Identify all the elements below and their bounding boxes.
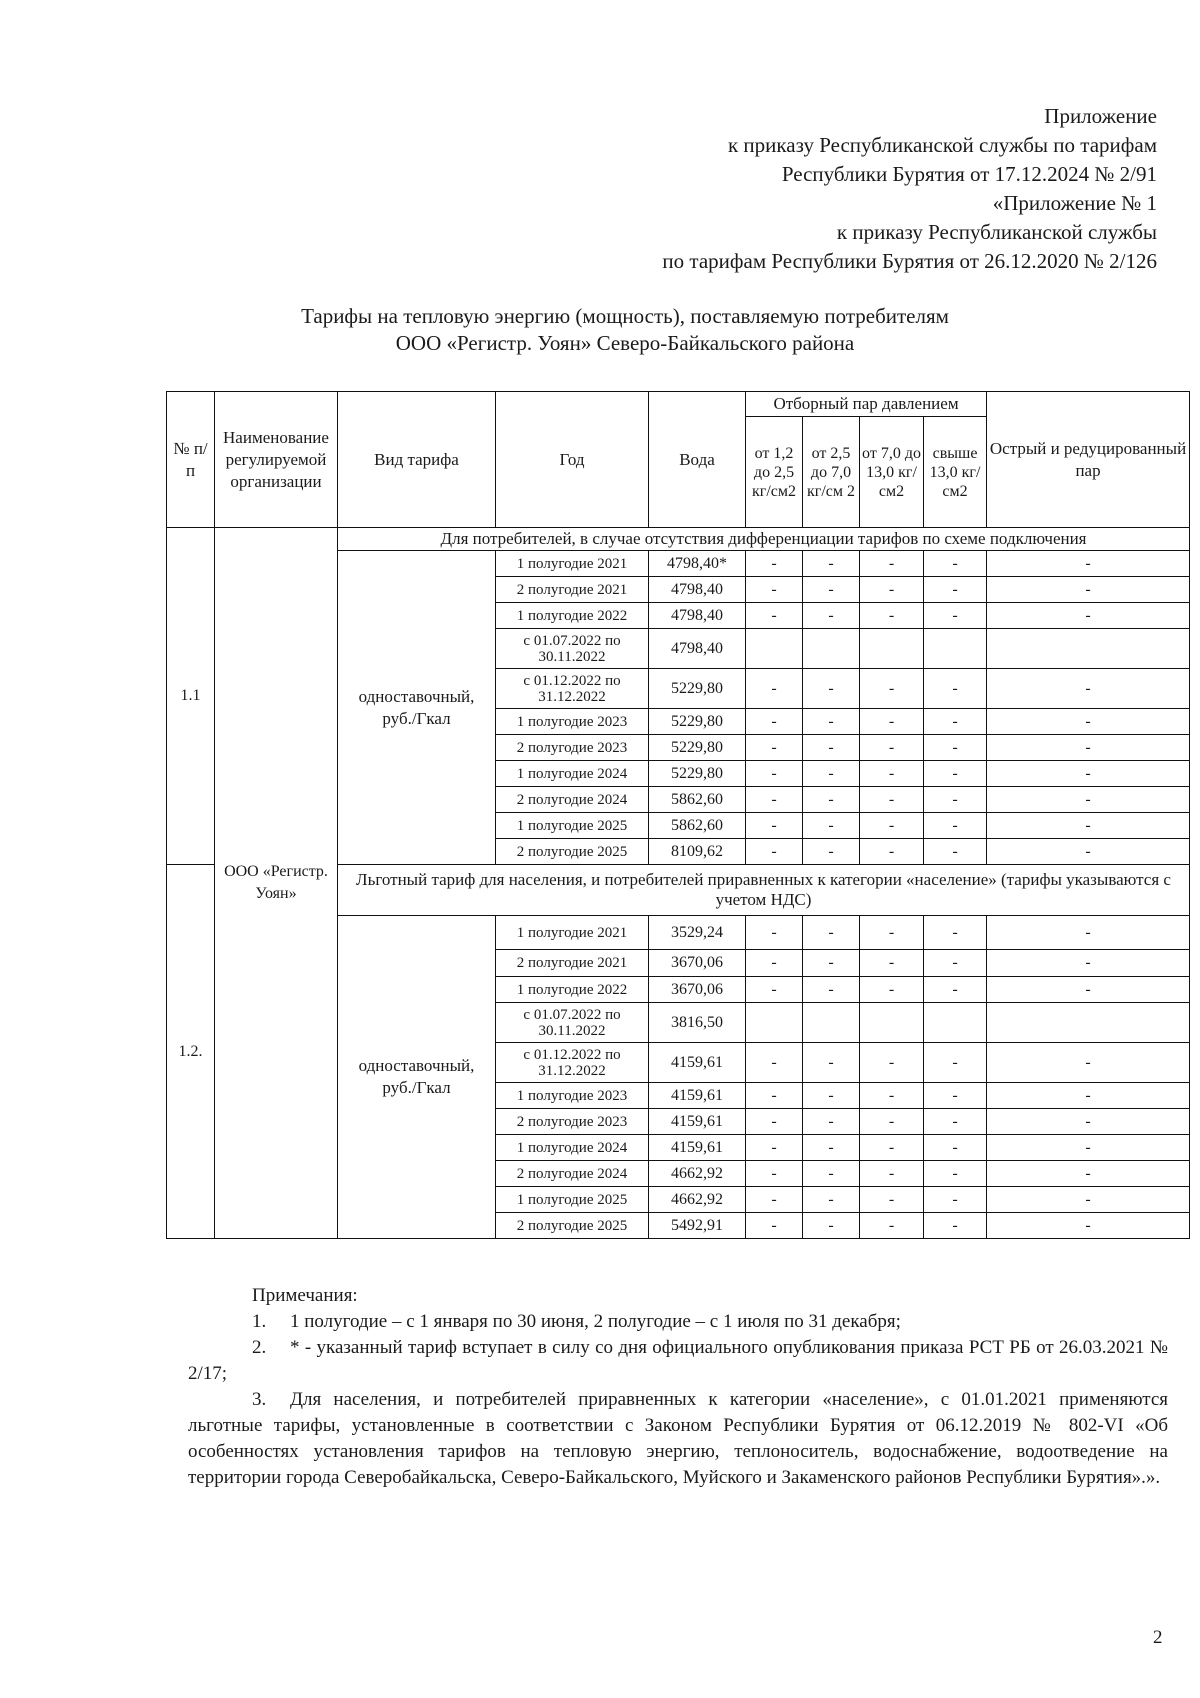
sharp-steam-cell: - <box>987 1187 1190 1213</box>
header-kind: Вид тарифа <box>338 392 496 528</box>
header-year: Год <box>496 392 649 528</box>
period-cell: 1 полугодие 2022 <box>496 603 649 629</box>
section-caption: Для потребителей, в случае отсутствия дифференциации тарифов по схеме подключения <box>338 528 1190 551</box>
steam-3-cell: - <box>860 916 924 950</box>
sharp-steam-cell: - <box>987 577 1190 603</box>
steam-1-cell: - <box>746 1083 803 1109</box>
page-number: 2 <box>1153 1627 1163 1648</box>
period-cell: 2 полугодие 2024 <box>496 1161 649 1187</box>
steam-2-cell: - <box>803 577 860 603</box>
water-tariff-cell: 8109,62 <box>649 839 746 865</box>
steam-4-cell: - <box>924 977 987 1003</box>
steam-3-cell: - <box>860 1161 924 1187</box>
sharp-steam-cell: - <box>987 1043 1190 1083</box>
steam-1-cell: - <box>746 577 803 603</box>
steam-2-cell: - <box>803 977 860 1003</box>
steam-1-cell: - <box>746 735 803 761</box>
water-tariff-cell: 5229,80 <box>649 709 746 735</box>
period-cell: 1 полугодие 2025 <box>496 813 649 839</box>
steam-3-cell: - <box>860 950 924 977</box>
steam-1-cell: - <box>746 1109 803 1135</box>
steam-1-cell: - <box>746 1161 803 1187</box>
steam-3-cell: - <box>860 839 924 865</box>
sharp-steam-cell: - <box>987 1083 1190 1109</box>
period-cell: 1 полугодие 2024 <box>496 1135 649 1161</box>
steam-1-cell: - <box>746 977 803 1003</box>
steam-1-cell: - <box>746 813 803 839</box>
title-line-1: Тарифы на тепловую энергию (мощность), поставляемую потребителям <box>301 304 949 328</box>
steam-4-cell <box>924 1003 987 1043</box>
steam-3-cell: - <box>860 1043 924 1083</box>
steam-2-cell <box>803 1003 860 1043</box>
water-tariff-cell: 3670,06 <box>649 950 746 977</box>
steam-3-cell: - <box>860 813 924 839</box>
period-cell: 2 полугодие 2024 <box>496 787 649 813</box>
note-number: 3. <box>252 1389 267 1410</box>
notes-block <box>188 1283 1168 1491</box>
steam-4-cell: - <box>924 839 987 865</box>
steam-3-cell: - <box>860 977 924 1003</box>
water-tariff-cell: 4159,61 <box>649 1135 746 1161</box>
water-tariff-cell: 3529,24 <box>649 916 746 950</box>
water-tariff-cell: 4159,61 <box>649 1083 746 1109</box>
sharp-steam-cell: - <box>987 1213 1190 1239</box>
title-line-2: ООО «Регистр. Уоян» Северо-Байкальского района <box>395 331 855 355</box>
steam-2-cell: - <box>803 1135 860 1161</box>
period-cell: 2 полугодие 2021 <box>496 577 649 603</box>
tariff-kind: одноставочный, руб./Гкал <box>338 916 496 1239</box>
notes-title: Примечания: <box>252 1285 358 1306</box>
steam-1-cell: - <box>746 950 803 977</box>
sharp-steam-cell: - <box>987 735 1190 761</box>
steam-3-cell <box>860 629 924 669</box>
sharp-steam-cell: - <box>987 709 1190 735</box>
water-tariff-cell: 5229,80 <box>649 669 746 709</box>
steam-1-cell: - <box>746 551 803 577</box>
steam-3-cell: - <box>860 1109 924 1135</box>
steam-2-cell: - <box>803 916 860 950</box>
water-tariff-cell: 3816,50 <box>649 1003 746 1043</box>
steam-2-cell: - <box>803 1109 860 1135</box>
steam-3-cell: - <box>860 709 924 735</box>
header-steam-2: от 2,5 до 7,0 кг/см 2 <box>803 417 860 528</box>
sharp-steam-cell: - <box>987 603 1190 629</box>
steam-4-cell: - <box>924 761 987 787</box>
steam-3-cell: - <box>860 1213 924 1239</box>
steam-4-cell: - <box>924 669 987 709</box>
steam-4-cell: - <box>924 916 987 950</box>
period-cell: 1 полугодие 2024 <box>496 761 649 787</box>
water-tariff-cell: 4798,40 <box>649 577 746 603</box>
sharp-steam-cell: - <box>987 761 1190 787</box>
period-cell: 1 полугодие 2021 <box>496 916 649 950</box>
section-caption: Льготный тариф для населения, и потребителей приравненных к категории «население» (тарифы указываются с учетом НДС) <box>338 865 1190 916</box>
steam-3-cell: - <box>860 1135 924 1161</box>
steam-2-cell: - <box>803 735 860 761</box>
steam-1-cell: - <box>746 709 803 735</box>
steam-3-cell: - <box>860 1187 924 1213</box>
steam-4-cell: - <box>924 1187 987 1213</box>
steam-1-cell: - <box>746 1213 803 1239</box>
steam-1-cell: - <box>746 603 803 629</box>
steam-2-cell: - <box>803 787 860 813</box>
steam-2-cell: - <box>803 839 860 865</box>
steam-3-cell: - <box>860 787 924 813</box>
steam-1-cell: - <box>746 1043 803 1083</box>
period-cell: 2 полугодие 2025 <box>496 839 649 865</box>
period-cell: 1 полугодие 2022 <box>496 977 649 1003</box>
period-cell: с 01.12.2022 по 31.12.2022 <box>496 669 649 709</box>
steam-4-cell: - <box>924 1043 987 1083</box>
note-item <box>188 1335 1168 1387</box>
note-number: 1. <box>252 1311 267 1332</box>
steam-1-cell: - <box>746 1135 803 1161</box>
header-line: «Приложение № 1 <box>992 191 1157 215</box>
steam-2-cell: - <box>803 1187 860 1213</box>
header-steam-4: свыше 13,0 кг/см2 <box>924 417 987 528</box>
steam-1-cell: - <box>746 916 803 950</box>
steam-2-cell: - <box>803 950 860 977</box>
steam-4-cell: - <box>924 577 987 603</box>
period-cell: с 01.12.2022 по 31.12.2022 <box>496 1043 649 1083</box>
period-cell: 1 полугодие 2021 <box>496 551 649 577</box>
steam-2-cell: - <box>803 1083 860 1109</box>
sharp-steam-cell: - <box>987 916 1190 950</box>
steam-3-cell <box>860 1003 924 1043</box>
sharp-steam-cell: - <box>987 669 1190 709</box>
period-cell: 2 полугодие 2023 <box>496 1109 649 1135</box>
period-cell: 2 полугодие 2023 <box>496 735 649 761</box>
organization-name: ООО «Регистр. Уоян» <box>215 528 338 1239</box>
period-cell: 2 полугодие 2025 <box>496 1213 649 1239</box>
sharp-steam-cell <box>987 629 1190 669</box>
header-line: Приложение <box>1044 104 1157 128</box>
note-item <box>188 1309 1168 1335</box>
tariff-table <box>166 391 1190 1239</box>
water-tariff-cell: 4798,40 <box>649 603 746 629</box>
tariff-kind: одноставочный, руб./Гкал <box>338 551 496 865</box>
header-org: Наименование регулируемой организации <box>215 392 338 528</box>
steam-4-cell: - <box>924 1109 987 1135</box>
steam-4-cell: - <box>924 709 987 735</box>
steam-3-cell: - <box>860 669 924 709</box>
steam-3-cell: - <box>860 761 924 787</box>
steam-4-cell: - <box>924 813 987 839</box>
document-title <box>0 303 1200 357</box>
note-text: Для населения, и потребителей приравненных к категории «население», с 01.01.2021 применяются льготные тарифы, установленные в соответствии с Законом Республики Бурятия от 06.12.2019 № 802-VI «Об особенностях установления тарифов на тепловую энергию, теплоноситель, водоснабжение, водоотведение на территории города Северобайкальска, Северо-Байкальского, Муйского и Закаменского районов Республики Бурятия».». <box>188 1389 1168 1488</box>
sharp-steam-cell: - <box>987 1135 1190 1161</box>
section-number: 1.1 <box>167 528 215 865</box>
period-cell: 2 полугодие 2021 <box>496 950 649 977</box>
sharp-steam-cell: - <box>987 787 1190 813</box>
note-text: 1 полугодие – с 1 января по 30 июня, 2 полугодие – с 1 июля по 31 декабря; <box>290 1311 901 1332</box>
header-line: по тарифам Республики Бурятия от 26.12.2020 № 2/126 <box>662 249 1157 273</box>
header-line: к приказу Республиканской службы <box>836 220 1157 244</box>
water-tariff-cell: 4159,61 <box>649 1109 746 1135</box>
steam-4-cell: - <box>924 787 987 813</box>
water-tariff-cell: 4662,92 <box>649 1187 746 1213</box>
steam-2-cell: - <box>803 551 860 577</box>
steam-4-cell: - <box>924 1083 987 1109</box>
steam-4-cell: - <box>924 735 987 761</box>
header-line: Республики Бурятия от 17.12.2024 № 2/91 <box>781 162 1157 186</box>
section-caption-row <box>167 528 1190 551</box>
sharp-steam-cell: - <box>987 1109 1190 1135</box>
steam-4-cell: - <box>924 1135 987 1161</box>
steam-4-cell: - <box>924 603 987 629</box>
steam-1-cell <box>746 1003 803 1043</box>
steam-1-cell: - <box>746 839 803 865</box>
note-number: 2. <box>252 1337 267 1358</box>
steam-1-cell: - <box>746 669 803 709</box>
note-item <box>188 1387 1168 1491</box>
period-cell: с 01.07.2022 по 30.11.2022 <box>496 1003 649 1043</box>
steam-2-cell: - <box>803 761 860 787</box>
steam-2-cell: - <box>803 1213 860 1239</box>
water-tariff-cell: 5229,80 <box>649 735 746 761</box>
steam-1-cell: - <box>746 1187 803 1213</box>
water-tariff-cell: 5492,91 <box>649 1213 746 1239</box>
steam-2-cell: - <box>803 709 860 735</box>
steam-1-cell: - <box>746 787 803 813</box>
steam-1-cell <box>746 629 803 669</box>
steam-2-cell: - <box>803 603 860 629</box>
note-text: * - указанный тариф вступает в силу со дня официального опубликования приказа РСТ РБ от 26.03.2021 № 2/17; <box>188 1337 1168 1384</box>
steam-2-cell: - <box>803 1043 860 1083</box>
steam-1-cell: - <box>746 761 803 787</box>
period-cell: 1 полугодие 2025 <box>496 1187 649 1213</box>
header-sharp-steam: Острый и редуцированный пар <box>987 392 1190 528</box>
steam-2-cell: - <box>803 669 860 709</box>
header-num: № п/п <box>167 392 215 528</box>
steam-3-cell: - <box>860 1083 924 1109</box>
period-cell: с 01.07.2022 по 30.11.2022 <box>496 629 649 669</box>
steam-4-cell: - <box>924 1213 987 1239</box>
sharp-steam-cell: - <box>987 839 1190 865</box>
steam-4-cell: - <box>924 950 987 977</box>
water-tariff-cell: 4159,61 <box>649 1043 746 1083</box>
header-steam-group: Отборный пар давлением <box>746 392 987 417</box>
water-tariff-cell: 4798,40 <box>649 629 746 669</box>
water-tariff-cell: 5862,60 <box>649 813 746 839</box>
header-steam-1: от 1,2 до 2,5 кг/см2 <box>746 417 803 528</box>
steam-3-cell: - <box>860 551 924 577</box>
steam-3-cell: - <box>860 735 924 761</box>
sharp-steam-cell: - <box>987 977 1190 1003</box>
period-cell: 1 полугодие 2023 <box>496 709 649 735</box>
steam-4-cell <box>924 629 987 669</box>
period-cell: 1 полугодие 2023 <box>496 1083 649 1109</box>
water-tariff-cell: 5229,80 <box>649 761 746 787</box>
sharp-steam-cell: - <box>987 813 1190 839</box>
document-header <box>662 102 1157 276</box>
steam-3-cell: - <box>860 603 924 629</box>
header-line: к приказу Республиканской службы по тарифам <box>727 133 1157 157</box>
section-number: 1.2. <box>167 865 215 1239</box>
water-tariff-cell: 4662,92 <box>649 1161 746 1187</box>
header-water: Вода <box>649 392 746 528</box>
sharp-steam-cell <box>987 1003 1190 1043</box>
sharp-steam-cell: - <box>987 551 1190 577</box>
sharp-steam-cell: - <box>987 1161 1190 1187</box>
steam-3-cell: - <box>860 577 924 603</box>
steam-2-cell <box>803 629 860 669</box>
water-tariff-cell: 5862,60 <box>649 787 746 813</box>
water-tariff-cell: 3670,06 <box>649 977 746 1003</box>
steam-2-cell: - <box>803 1161 860 1187</box>
steam-2-cell: - <box>803 813 860 839</box>
steam-4-cell: - <box>924 1161 987 1187</box>
header-steam-3: от 7,0 до 13,0 кг/см2 <box>860 417 924 528</box>
steam-4-cell: - <box>924 551 987 577</box>
water-tariff-cell: 4798,40* <box>649 551 746 577</box>
sharp-steam-cell: - <box>987 950 1190 977</box>
